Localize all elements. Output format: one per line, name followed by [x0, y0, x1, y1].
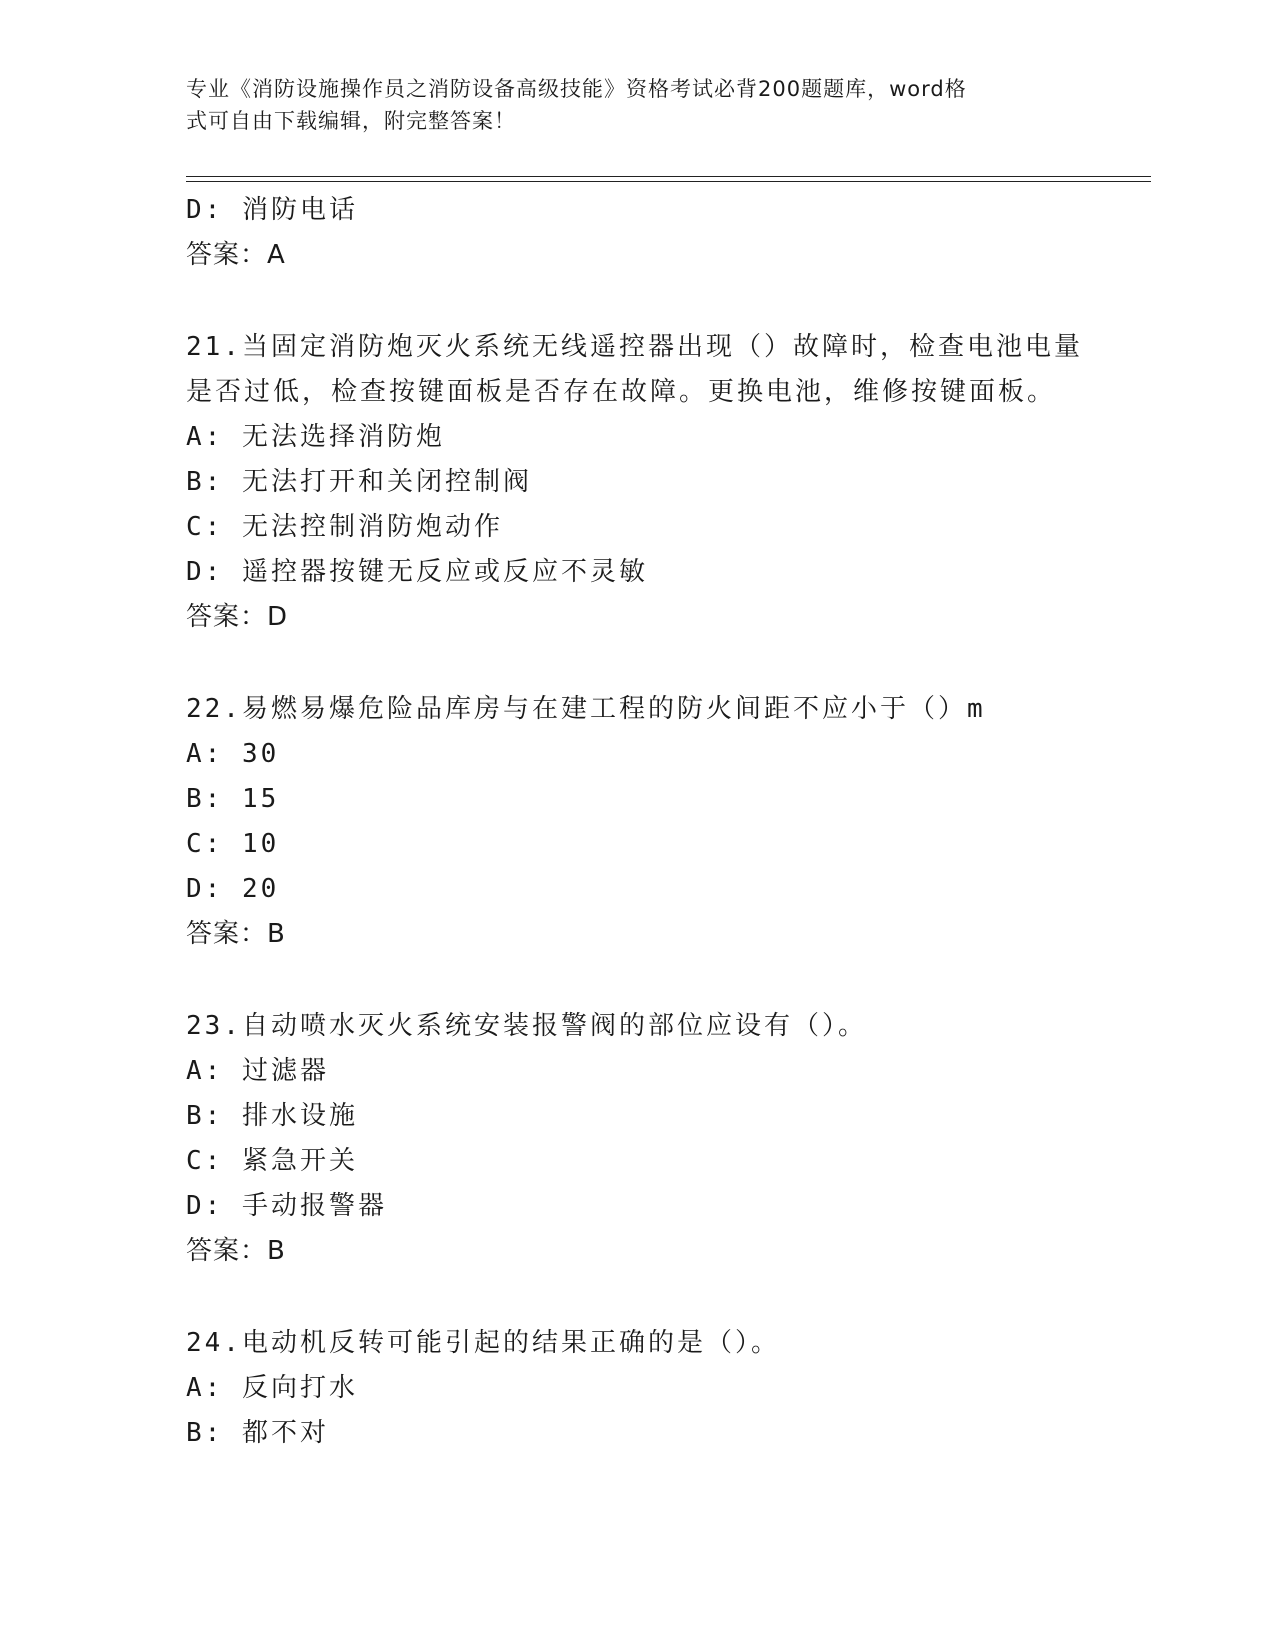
spacer	[186, 640, 1086, 687]
header-rule-bottom	[186, 181, 1151, 182]
question-23-answer: 答案：B	[186, 1236, 286, 1266]
question-22	[186, 687, 1086, 957]
question-22-option-c: C: 10	[186, 829, 280, 859]
header-line-1: 专业《消防设施操作员之消防设备高级技能》资格考试必背200题题库，word格	[186, 77, 967, 101]
question-23-text: 23.自动喷水灭火系统安装报警阀的部位应设有（）。	[186, 1011, 867, 1041]
question-22-answer: 答案：B	[186, 919, 286, 949]
question-21-option-a: A: 无法选择消防炮	[186, 422, 445, 452]
header-rule-top	[186, 176, 1151, 177]
spacer	[186, 957, 1086, 1004]
question-22-option-a: A: 30	[186, 739, 280, 769]
question-21-option-d: D: 遥控器按键无反应或反应不灵敏	[186, 557, 648, 587]
header-line-2: 式可自由下载编辑，附完整答案！	[186, 109, 516, 133]
question-22-text: 22.易燃易爆危险品库房与在建工程的防火间距不应小于（）m	[186, 694, 986, 724]
spacer	[186, 278, 1086, 325]
question-24-option-a: A: 反向打水	[186, 1373, 358, 1403]
question-22-option-d: D: 20	[186, 874, 280, 904]
question-23-option-b: B: 排水设施	[186, 1101, 358, 1131]
question-23-option-c: C: 紧急开关	[186, 1146, 358, 1176]
question-21-answer: 答案：D	[186, 602, 289, 632]
question-23	[186, 1004, 1086, 1274]
prev-answer: 答案：A	[186, 240, 286, 270]
question-21	[186, 325, 1086, 640]
prev-option-d: D: 消防电话	[186, 195, 358, 225]
question-21-option-c: C: 无法控制消防炮动作	[186, 512, 503, 542]
question-24-option-b: B: 都不对	[186, 1418, 329, 1448]
question-21-text-line-2: 是否过低，检查按键面板是否存在故障。更换电池，维修按键面板。	[186, 377, 1057, 407]
question-21-text-line-1: 21.当固定消防炮灭火系统无线遥控器出现（）故障时，检查电池电量	[186, 332, 1083, 362]
document-header	[186, 73, 1066, 137]
question-24-text: 24.电动机反转可能引起的结果正确的是（）。	[186, 1328, 780, 1358]
question-21-option-b: B: 无法打开和关闭控制阀	[186, 467, 532, 497]
question-24	[186, 1321, 1086, 1456]
spacer	[186, 1274, 1086, 1321]
question-22-option-b: B: 15	[186, 784, 280, 814]
question-23-option-d: D: 手动报警器	[186, 1191, 387, 1221]
document-body	[186, 188, 1086, 1456]
question-23-option-a: A: 过滤器	[186, 1056, 329, 1086]
